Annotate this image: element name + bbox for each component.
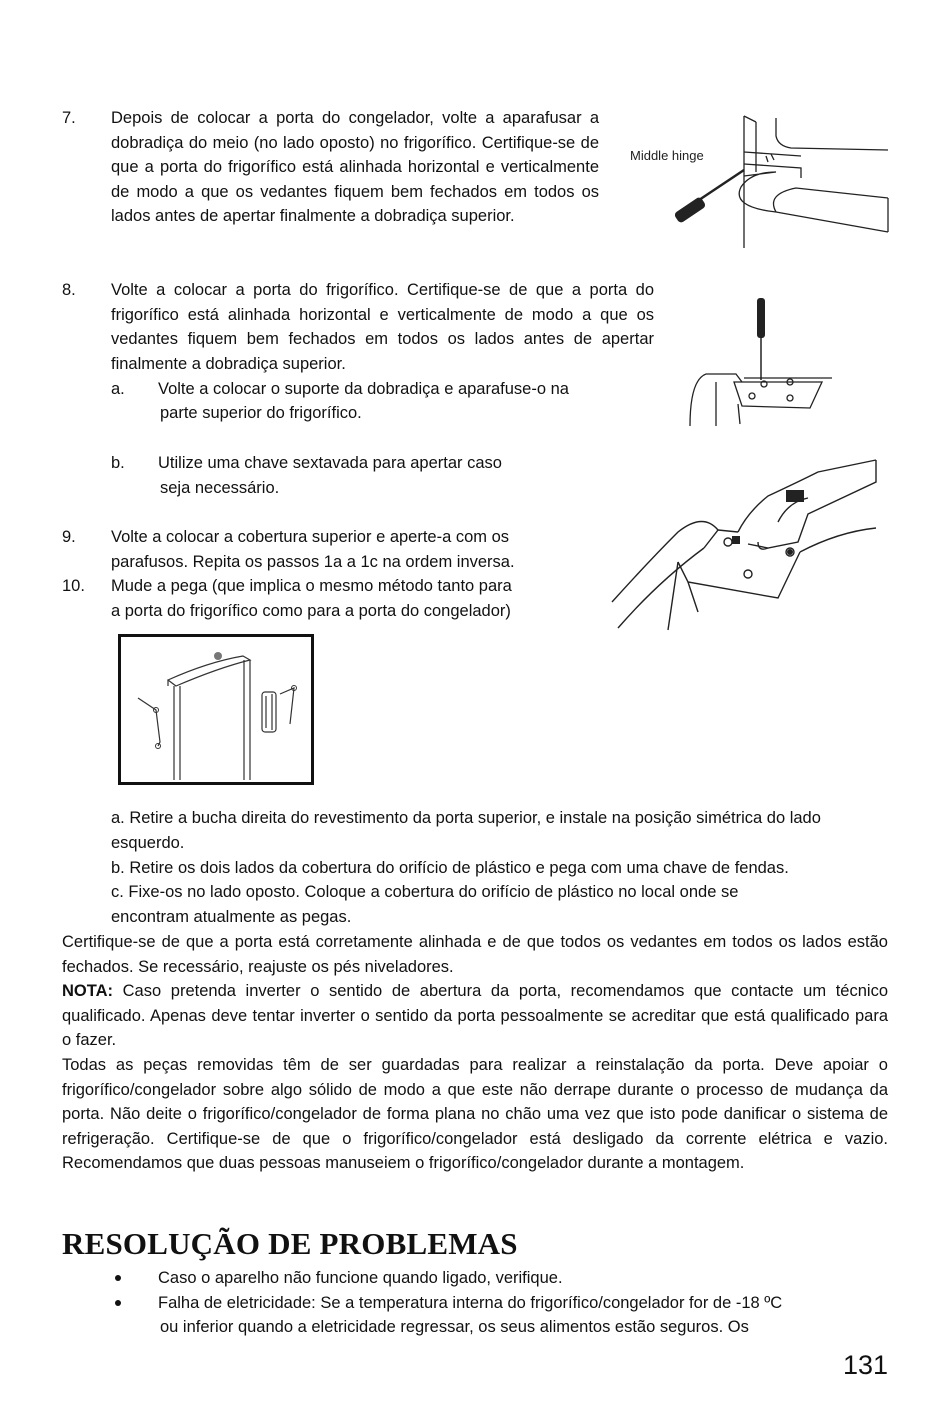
step-8b-line1: Utilize uma chave sextavada para apertar caso [158, 454, 502, 472]
nota-text: Caso pretenda inverter o sentido de abertura da porta, recomendamos que contacte um técnico qualificado. Apenas deve tentar inverter o sentido da porta pessoalmente se acreditar que está qualificado para o fazer. [62, 982, 888, 1050]
page-number: 131 [842, 1350, 888, 1380]
hinge-bracket-figure [686, 296, 836, 430]
step-7-text: Depois de colocar a porta do congelador, volte a aparafusar a dobradiça do meio (no lado oposto) no frigorífico. Certifique-se de que a porta do frigorífico está alinhada horizontal e verticalmente de modo a que os vedantes fiquem bem fechados em todos os lados antes de apertar finalmente a dobradiça superior. [111, 109, 599, 226]
troubleshooting-bullet-2-line1: Falha de eletricidade: Se a temperatura interna do frigorífico/congelador for de -18 ºC [158, 1294, 783, 1312]
top-hinge-cover-figure [608, 452, 880, 634]
handle-step-b: b. Retire os dois lados da cobertura do orifício de plástico e pega com uma chave de fendas. [111, 859, 789, 877]
handle-step-a: a. Retire a bucha direita do revestimento da porta superior, e instale na posição simétrica do lado esquerdo. [111, 809, 821, 852]
step-10-line1: Mude a pega (que implica o mesmo método tanto para [111, 577, 512, 595]
step-10-number: 10. [62, 577, 85, 595]
step-7-number: 7. [62, 109, 76, 127]
troubleshooting-heading: RESOLUÇÃO DE PROBLEMAS [62, 1226, 518, 1261]
step-8b-line2: seja necessário. [160, 479, 280, 497]
door-handle-figure [118, 634, 315, 786]
nota-paragraph [62, 979, 888, 1053]
step-8a-line2: parte superior do frigorífico. [160, 404, 362, 422]
step-8a-line1: Volte a colocar o suporte da dobradiça e aparafuse-o na [158, 380, 569, 398]
step-8-text: Volte a colocar a porta do frigorífico. Certifique-se de que a porta do frigorífico está alinhada horizontal e verticalmente de modo a que os vedantes fiquem bem fechados em todos os lados antes de apertar finalmente a dobradiça superior. [111, 281, 654, 373]
step-10-line2: a porta do frigorífico como para a porta do congelador) [111, 602, 511, 620]
handle-step-c: c. Fixe-os no lado oposto. Coloque a cobertura do orifício de plástico no local onde se encontram atualmente as pegas. [111, 883, 739, 926]
bullet-2-marker [115, 1300, 121, 1306]
removed-parts-paragraph: Todas as peças removidas têm de ser guardadas para realizar a reinstalação da porta. Deve apoiar o frigorífico/congelador sobre algo sólido de modo a que este não derrape durante o processo de mudança da porta. Não deite o frigorífico/congelador de forma plana no chão uma vez que isto pode danificar o sistema de refrigeração. Certifique-se de que o frigorífico/congelador está desligado da corrente elétrica e vazio. Recomendamos que duas pessoas manuseiem o frigorífico/congelador durante a montagem. [62, 1056, 888, 1173]
middle-hinge-label: Middle hinge [630, 148, 704, 163]
middle-hinge-figure [626, 112, 891, 252]
troubleshooting-bullet-2-line2: ou inferior quando a eletricidade regressar, os seus alimentos estão seguros. Os [160, 1318, 749, 1336]
step-9-line2: parafusos. Repita os passos 1a a 1c na ordem inversa. [111, 553, 515, 571]
bullet-1-marker [115, 1275, 121, 1281]
step-8a-label: a. [111, 380, 125, 398]
nota-label: NOTA: [62, 982, 114, 1000]
alignment-paragraph: Certifique-se de que a porta está corretamente alinhada e de que todos os vedantes em todos os lados estão fechados. Se recessário, reajuste os pés niveladores. [62, 933, 888, 976]
step-9-number: 9. [62, 528, 76, 546]
troubleshooting-bullet-1: Caso o aparelho não funcione quando ligado, verifique. [158, 1269, 563, 1287]
step-8b-label: b. [111, 454, 125, 472]
step-8-number: 8. [62, 281, 76, 299]
step-9-line1: Volte a colocar a cobertura superior e aperte-a com os [111, 528, 510, 546]
